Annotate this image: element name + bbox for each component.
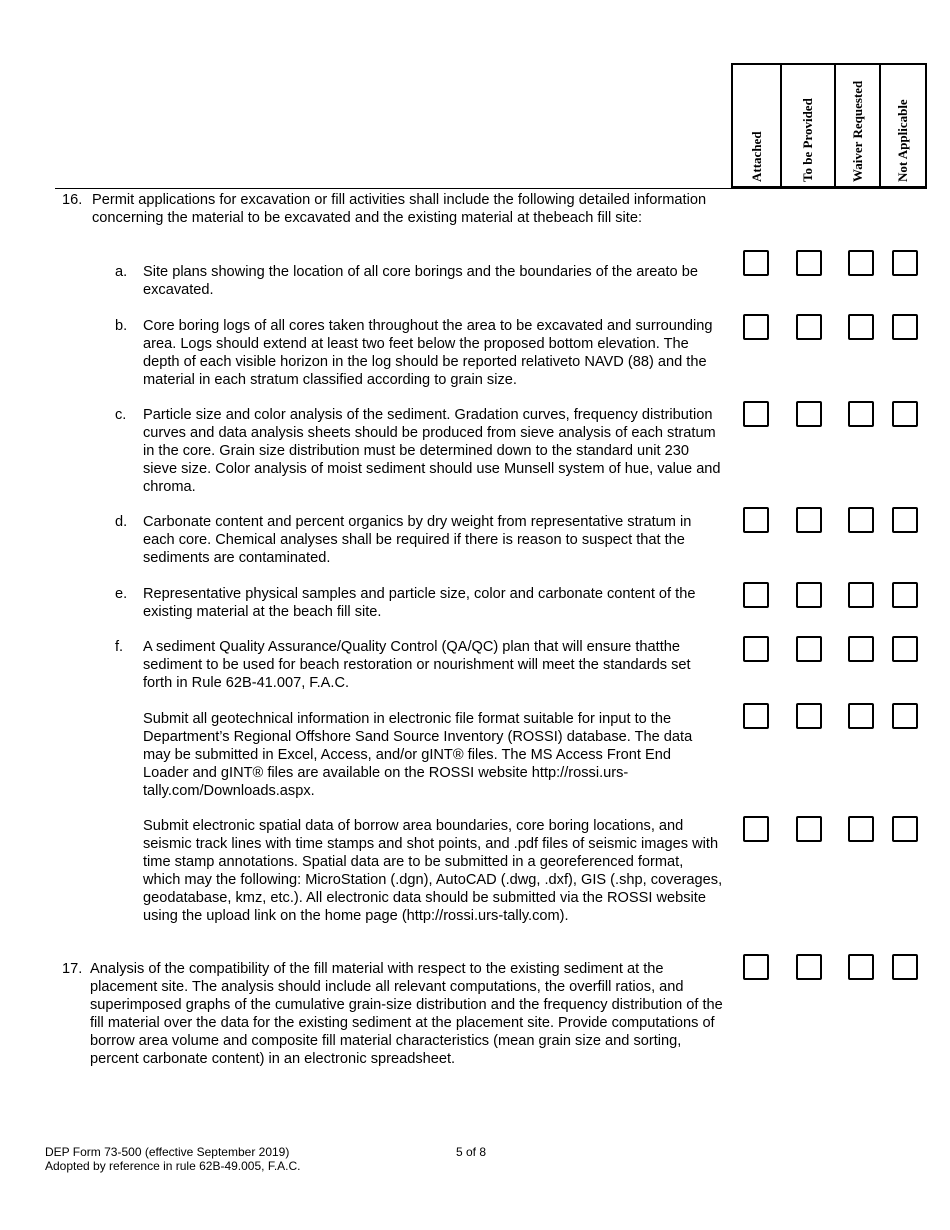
item-e-text: Representative physical samples and particle size, color and carbonate content of the existing material at the beach fill site. [143,586,696,620]
checkbox-not-applicable[interactable] [892,401,918,427]
item-d-text: Carbonate content and percent organics by dry weight from representative stratum in each core. Chemical analyses shall be required if there is reason to suspect that the sediments are contaminated. [143,514,692,566]
footer-adopted-rule: Adopted by reference in rule 62B-49.005, F.A.C. [45,1159,301,1173]
column-header-to-be-provided [780,63,836,188]
item-marker: b. [115,318,128,334]
checkbox-waiver-requested[interactable] [848,507,874,533]
checkbox-waiver-requested[interactable] [848,636,874,662]
checkbox-to-be-provided[interactable] [796,636,822,662]
item-marker: c. [115,407,127,423]
column-header-label: Waiver Requested [849,80,865,182]
column-header-not-applicable [879,63,927,188]
checkbox-not-applicable[interactable] [892,954,918,980]
checkbox-waiver-requested[interactable] [848,816,874,842]
spatial-data-submission-text: Submit electronic spatial data of borrow area boundaries, core boring locations, and seismic track lines with time stamps and shot points, and .pdf files of seismic images with time stamp annotations. Spatial data are to be submitted in a georeferenced format, which may the following: MicroStation (.dgn), AutoCAD (.dwg, .dxf), GIS (.shp, coverages, geodatabase, kmz, etc.). All electronic data should be submitted via the ROSSI website using the upload link on the home page (http://rossi.urs-tally.com). [143,818,723,924]
item-marker: 16. [62,192,83,208]
checkbox-not-applicable[interactable] [892,816,918,842]
page-number: 5 of 8 [456,1145,487,1159]
checkbox-attached[interactable] [743,507,769,533]
checkbox-attached[interactable] [743,250,769,276]
checkbox-attached[interactable] [743,954,769,980]
checkbox-to-be-provided[interactable] [796,250,822,276]
column-header-attached [731,63,782,188]
item-c-text: Particle size and color analysis of the sediment. Gradation curves, frequency distribution curves and data analysis sheets should be produced from sieve analysis of each stratum in the core. Grain size distribution must be determined down to the standard unit 230 sieve size. Color analysis of moist sediment should use Munsell system of hue, value and chroma. [143,407,721,495]
checkbox-waiver-requested[interactable] [848,582,874,608]
checkbox-not-applicable[interactable] [892,250,918,276]
checkbox-to-be-provided[interactable] [796,314,822,340]
checkbox-attached[interactable] [743,582,769,608]
checkbox-waiver-requested[interactable] [848,401,874,427]
checkbox-to-be-provided[interactable] [796,703,822,729]
checkbox-attached[interactable] [743,703,769,729]
item-marker: e. [115,586,128,602]
column-header-label: To be Provided [800,98,815,182]
checkbox-attached[interactable] [743,636,769,662]
checkbox-to-be-provided[interactable] [796,954,822,980]
checkbox-waiver-requested[interactable] [848,250,874,276]
item-marker: 17. [62,961,83,977]
checkbox-waiver-requested[interactable] [848,703,874,729]
checkbox-waiver-requested[interactable] [848,954,874,980]
footer-form-id: DEP Form 73-500 (effective September 2019) [45,1145,290,1159]
item-b-text: Core boring logs of all cores taken throughout the area to be excavated and surrounding area. Logs should extend at least two feet below the proposed bottom elevation. The depth of each visible horizon in the log should be reported relativeto NAVD (88) and the material in each stratum classified according to grain size. [143,318,713,388]
checkbox-not-applicable[interactable] [892,507,918,533]
column-header-waiver-requested [834,63,881,188]
checkbox-not-applicable[interactable] [892,314,918,340]
item-a-text: Site plans showing the location of all core borings and the boundaries of the areato be excavated. [143,264,698,298]
item-marker: d. [115,514,128,530]
checkbox-to-be-provided[interactable] [796,816,822,842]
checkbox-to-be-provided[interactable] [796,582,822,608]
checkbox-not-applicable[interactable] [892,636,918,662]
checkbox-to-be-provided[interactable] [796,507,822,533]
item-marker: a. [115,264,128,280]
header-divider [55,188,927,189]
item-16-text: Permit applications for excavation or fill activities shall include the following detailed information concerning the material to be excavated and the existing material at thebeach fill site: [92,192,707,226]
checkbox-waiver-requested[interactable] [848,314,874,340]
geotechnical-submission-text: Submit all geotechnical information in electronic file format suitable for input to the Department’s Regional Offshore Sand Source Inventory (ROSSI) database. The data may be submitted in Excel, Access, and/or gINT® files. The MS Access Front End Loader and gINT® files are available on the ROSSI website http://rossi.urs-tally.com/Downloads.aspx. [143,711,693,799]
checkbox-to-be-provided[interactable] [796,401,822,427]
checkbox-not-applicable[interactable] [892,582,918,608]
column-header-label: Not Applicable [895,99,910,182]
checkbox-attached[interactable] [743,401,769,427]
column-header-label: Attached [748,131,764,182]
item-f-text: A sediment Quality Assurance/Quality Control (QA/QC) plan that will ensure thatthe sediment to be used for beach restoration or nourishment will meet the standards set forth in Rule 62B-41.007, F.A.C. [143,639,691,691]
checkbox-attached[interactable] [743,816,769,842]
checkbox-attached[interactable] [743,314,769,340]
item-17-text: Analysis of the compatibility of the fill material with respect to the existing sediment at the placement site. The analysis should include all relevant computations, the overfill ratios, and superimposed graphs of the cumulative grain-size distribution and the frequency distribution of the fill material over the data for the existing sediment at the placement site. Provide computations of borrow area volume and composite fill material characteristics (mean grain size and sorting, percent carbonate content) in an electronic spreadsheet. [90,961,723,1067]
checkbox-not-applicable[interactable] [892,703,918,729]
item-marker: f. [115,639,124,655]
